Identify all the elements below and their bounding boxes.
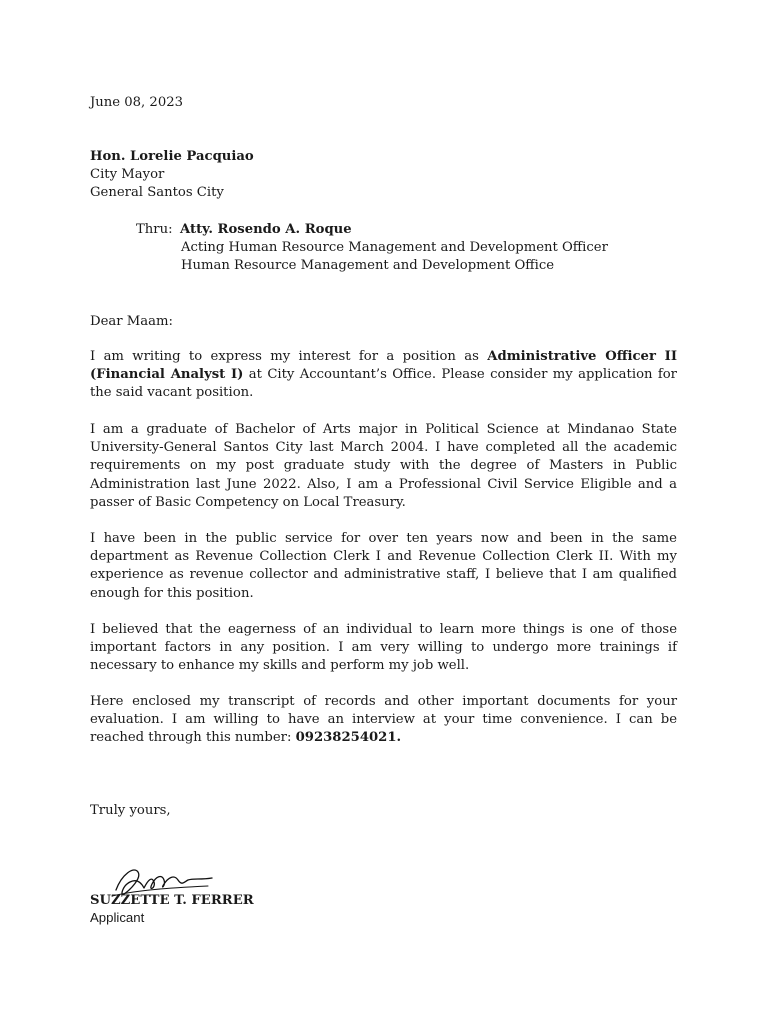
recipient-name: Hon. Lorelie Pacquiao — [90, 149, 254, 164]
paragraph-3: I have been in the public service for over ten years now and been in the same department as Revenue Collection Clerk I and Revenue Collection Clerk II. With my experience as revenue collector and administrative staff, I believe that I am qualified enough for this position. — [90, 531, 677, 601]
recipient-block — [90, 148, 677, 203]
phone-number: 09238254021. — [295, 730, 402, 746]
thru-label: Thru: — [136, 222, 173, 237]
signer-role: Applicant — [90, 910, 145, 925]
thru-details — [181, 239, 701, 275]
thru-title: Acting Human Resource Management and Development Officer — [181, 240, 608, 255]
paragraph-1-text-a: I am writing to express my interest for a position as — [90, 349, 488, 364]
signer-name: SUZZETTE T. FERRER — [90, 893, 254, 908]
paragraph-1-text-b: at City Accountant’s Office. Please consider my application for the said vacant position. — [90, 367, 677, 401]
salutation: Dear Maam: — [90, 314, 173, 329]
letter-date: June 08, 2023 — [90, 95, 183, 110]
thru-name: Atty. Rosendo A. Roque — [180, 222, 352, 237]
thru-line — [136, 221, 352, 239]
paragraph-2: I am a graduate of Bachelor of Arts major in Political Science at Mindanao State University-General Santos City last March 2004. I have completed all the academic requirements on my post graduate study with the degree of Masters in Public Administration last June 2022. Also, I am a Professional Civil Service Eligible and a passer of Basic Competency on Local Treasury. — [90, 422, 677, 510]
recipient-title: City Mayor — [90, 167, 165, 183]
paragraph-5 — [90, 693, 677, 748]
position-title: Administrative Officer II (Financial Analyst I) — [90, 349, 677, 383]
paragraph-1 — [90, 348, 677, 403]
paragraph-5-text: Here enclosed my transcript of records and other important documents for your evaluation. I am willing to have an interview at your time convenience. I can be reached through this number: — [90, 694, 677, 746]
paragraph-4: I believed that the eagerness of an individual to learn more things is one of those important factors in any position. I am very willing to undergo more trainings if necessary to enhance my skills and perform my job well. — [90, 622, 677, 674]
closing: Truly yours, — [90, 803, 171, 818]
thru-office: Human Resource Management and Development Office — [181, 258, 555, 274]
recipient-location: General Santos City — [90, 185, 224, 201]
